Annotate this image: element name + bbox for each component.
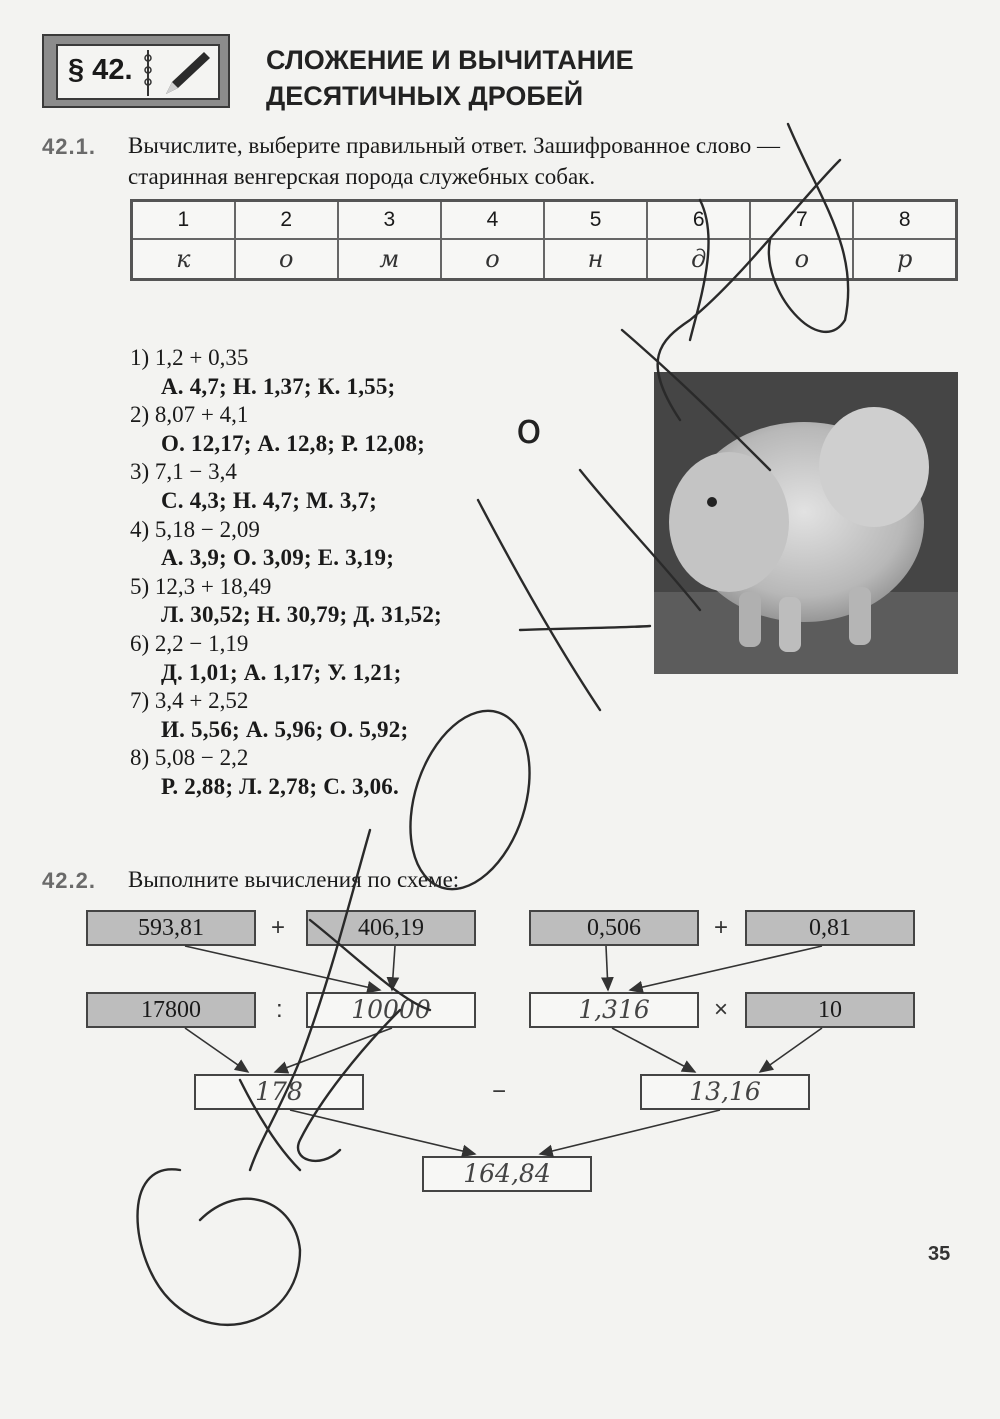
problem-expression: 2) 8,07 + 4,1 (130, 402, 249, 428)
scheme-minus-sign: − (492, 1078, 507, 1105)
answer-cell[interactable]: о (441, 239, 544, 280)
dog-photo (654, 372, 958, 674)
task-2-number: 42.2. (42, 868, 96, 893)
problem-expression: 8) 5,08 − 2,2 (130, 745, 249, 771)
arrow (185, 946, 380, 990)
arrow (185, 1028, 248, 1072)
scheme-operand-f: 10 (745, 992, 915, 1028)
arrow (275, 1028, 392, 1072)
answer-table-header: 6 (647, 201, 750, 240)
problem-options: Л. 30,52; Н. 30,79; Д. 31,52; (161, 602, 442, 628)
problem-list (130, 344, 442, 802)
scheme-final-result[interactable]: 164,84 (422, 1156, 592, 1192)
arrow (540, 1110, 720, 1154)
problem-options: С. 4,3; Н. 4,7; М. 3,7; (161, 487, 378, 513)
section-number: § 42. (68, 54, 133, 86)
pencil-stroke (138, 1169, 301, 1325)
problem-options: А. 4,7; Н. 1,37; К. 1,55; (161, 373, 396, 399)
answer-table-header: 4 (441, 201, 544, 240)
section-title (266, 42, 634, 114)
answer-cell[interactable]: д (647, 239, 750, 280)
answer-table-header: 8 (853, 201, 956, 240)
scheme-plus-sign: + (714, 914, 729, 941)
answer-table-header: 5 (544, 201, 647, 240)
section-title-line-2: ДЕСЯТИЧНЫХ ДРОБЕЙ (266, 81, 584, 111)
scheme-operand-d: 0,81 (745, 910, 915, 946)
answer-table-header: 2 (235, 201, 338, 240)
problem-options: А. 3,9; О. 3,09; Е. 3,19; (161, 545, 395, 571)
scheme-sum-cd-result[interactable]: 1,316 (529, 992, 699, 1028)
page-number: 35 (928, 1243, 951, 1265)
task-1-text-line-2: старинная венгерская порода служебных собак. (128, 164, 596, 189)
scheme-quotient-result[interactable]: 178 (194, 1074, 364, 1110)
task-1-number: 42.1. (42, 134, 96, 159)
handwritten-letter: о (516, 404, 542, 453)
answer-table-answer-row (132, 239, 957, 280)
answer-cell[interactable]: м (338, 239, 441, 280)
arrow (760, 1028, 822, 1072)
task-1-text-line-1: Вычислите, выберите правильный ответ. Зашифрованное слово — (128, 133, 781, 158)
pencil-stroke (520, 626, 650, 630)
arrow (606, 946, 608, 990)
task-2-text: Выполните вычисления по схеме: (128, 867, 460, 892)
problem-options: О. 12,17; А. 12,8; Р. 12,08; (161, 430, 426, 456)
problem-options: Д. 1,01; А. 1,17; У. 1,21; (161, 659, 402, 685)
answer-table-header-row (132, 201, 957, 240)
arrow (392, 946, 395, 990)
answer-table-header: 3 (338, 201, 441, 240)
scheme-sum-ab-result[interactable]: 10000 (306, 992, 476, 1028)
scheme-operand-e: 17800 (86, 992, 256, 1028)
scheme-operand-b: 406,19 (306, 910, 476, 946)
arrow (612, 1028, 695, 1072)
problem-expression: 5) 12,3 + 18,49 (130, 573, 272, 599)
answer-cell[interactable]: о (235, 239, 338, 280)
scheme-multiply-sign: × (714, 996, 729, 1023)
arrow (290, 1110, 475, 1154)
answer-cell[interactable]: к (132, 239, 235, 280)
section-badge-inner (56, 44, 220, 100)
problem-options: Р. 2,88; Л. 2,78; С. 3,06. (161, 773, 399, 799)
answer-cell[interactable]: о (750, 239, 853, 280)
scheme-plus-sign: + (271, 914, 286, 941)
problem-expression: 3) 7,1 − 3,4 (130, 459, 237, 485)
section-title-line-1: СЛОЖЕНИЕ И ВЫЧИТАНИЕ (266, 45, 634, 75)
problem-expression: 1) 1,2 + 0,35 (130, 345, 249, 370)
scheme-operand-a: 593,81 (86, 910, 256, 946)
arrow (630, 946, 822, 990)
scheme-product-result[interactable]: 13,16 (640, 1074, 810, 1110)
scheme-operand-c: 0,506 (529, 910, 699, 946)
task-1-text (128, 130, 780, 192)
section-badge (42, 34, 230, 108)
answer-cell[interactable]: н (544, 239, 647, 280)
komondor-dog-image (654, 372, 958, 674)
answer-cell[interactable]: р (853, 239, 956, 280)
problem-expression: 7) 3,4 + 2,52 (130, 688, 249, 714)
pencil-stroke (478, 500, 600, 710)
answer-table (130, 199, 958, 281)
answer-table-header: 7 (750, 201, 853, 240)
problem-options: И. 5,56; А. 5,96; О. 5,92; (161, 716, 409, 742)
notebook-pencil-icon (142, 48, 218, 98)
problem-expression: 6) 2,2 − 1,19 (130, 630, 249, 656)
answer-table-header: 1 (132, 201, 235, 240)
problem-expression: 4) 5,18 − 2,09 (130, 516, 260, 542)
scheme-divide-sign: : (276, 996, 283, 1023)
